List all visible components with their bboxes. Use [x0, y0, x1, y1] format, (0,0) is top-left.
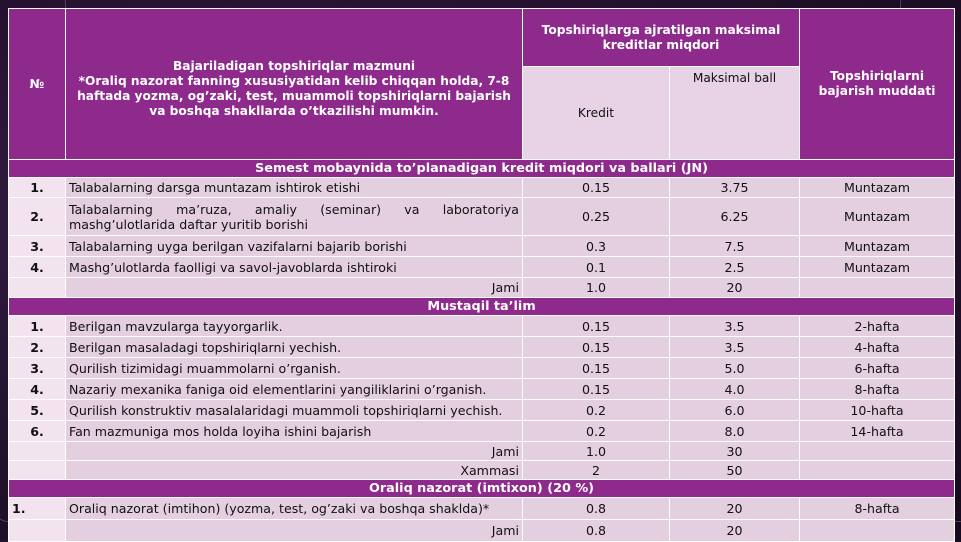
ball-cell: 3.5	[670, 316, 800, 337]
deadline-cell: Muntazam	[800, 236, 955, 257]
deadline-cell: Muntazam	[800, 178, 955, 198]
total-label: Jami	[66, 278, 523, 298]
total-kredit: 0.8	[523, 520, 670, 542]
empty-cell	[9, 442, 66, 461]
total-row	[9, 442, 955, 461]
ball-cell: 4.0	[670, 379, 800, 400]
task-text: Mashg’ulotlarda faolligi va savol-javoblarda ishtiroki	[66, 257, 523, 278]
total-ball: 20	[670, 278, 800, 298]
row-number: 1.	[9, 316, 66, 337]
empty-cell	[800, 278, 955, 298]
deadline-cell: 6-hafta	[800, 358, 955, 379]
row-number: 3.	[9, 236, 66, 257]
header-content-title: Bajariladigan topshiriqlar mazmuni	[172, 59, 416, 73]
deadline-cell: 14-hafta	[800, 421, 955, 442]
kredit-cell: 0.25	[523, 198, 670, 236]
deadline-cell: 2-hafta	[800, 316, 955, 337]
task-text-line2: mashg’ulotlarida daftar yuritib borishi	[69, 216, 308, 232]
row-number: 4.	[9, 257, 66, 278]
sum-label: Xammasi	[66, 461, 523, 480]
table-row	[9, 257, 955, 278]
table-row	[9, 337, 955, 358]
task-text: Berilgan mavzularga tayyorgarlik.	[66, 316, 523, 337]
ball-cell: 3.75	[670, 178, 800, 198]
row-number: 6.	[9, 421, 66, 442]
ball-cell: 6.0	[670, 400, 800, 421]
row-number: 1.	[9, 498, 66, 520]
empty-cell	[9, 278, 66, 298]
total-ball: 30	[670, 442, 800, 461]
header-max-credits: Topshiriqlarga ajratilgan maksimal kreditlar miqdori	[523, 9, 800, 67]
table-row	[9, 421, 955, 442]
ball-cell: 6.25	[670, 198, 800, 236]
total-label: Jami	[66, 442, 523, 461]
kredit-cell: 0.2	[523, 400, 670, 421]
total-ball: 20	[670, 520, 800, 542]
section-title-oraliq: Oraliq nazorat (imtixon) (20 %)	[9, 480, 955, 498]
row-number: 4.	[9, 379, 66, 400]
deadline-cell: Muntazam	[800, 198, 955, 236]
sum-ball: 50	[670, 461, 800, 480]
empty-cell	[9, 461, 66, 480]
header-deadline: Topshiriqlarni bajarish muddati	[800, 9, 955, 160]
table-row	[9, 379, 955, 400]
slide-content	[8, 8, 954, 542]
task-text: Qurilish tizimidagi muammolarni o’rganish.	[66, 358, 523, 379]
deadline-cell: Muntazam	[800, 257, 955, 278]
row-number: 2.	[9, 337, 66, 358]
task-text: Talabalarning uyga berilgan vazifalarni bajarib borishi	[66, 236, 523, 257]
table-row	[9, 198, 955, 236]
table-row	[9, 236, 955, 257]
table-row	[9, 498, 955, 520]
row-number: 1.	[9, 178, 66, 198]
kredit-cell: 0.2	[523, 421, 670, 442]
kredit-cell: 0.15	[523, 316, 670, 337]
sum-row	[9, 461, 955, 480]
empty-cell	[800, 461, 955, 480]
empty-cell	[800, 442, 955, 461]
kredit-cell: 0.15	[523, 178, 670, 198]
task-text: Nazariy mexanika faniga oid elementlarini yangiliklarini o’rganish.	[66, 379, 523, 400]
header-num: №	[9, 9, 66, 160]
ball-cell: 3.5	[670, 337, 800, 358]
empty-cell	[9, 520, 66, 542]
task-text-line1: Talabalarning ma’ruza, amaliy (seminar) va laboratoriya	[69, 201, 519, 217]
header-content-note: *Oraliq nazorat fanning xususiyatidan kelib chiqqan holda, 7-8 haftada yozma, og’zaki, test, muammoli topshiriqlarni bajarish va boshqa shakllarda o’tkazilishi mumkin.	[77, 74, 511, 118]
task-text: Talabalarning darsga muntazam ishtirok etishi	[66, 178, 523, 198]
empty-cell	[800, 520, 955, 542]
task-text: Qurilish konstruktiv masalalaridagi muammoli topshiriqlarni yechish.	[66, 400, 523, 421]
row-number: 2.	[9, 198, 66, 236]
table-row	[9, 178, 955, 198]
table-row	[9, 358, 955, 379]
kredit-cell: 0.15	[523, 358, 670, 379]
header-kredit: Kredit	[523, 67, 670, 160]
kredit-cell: 0.3	[523, 236, 670, 257]
credit-table	[8, 8, 955, 542]
header-max-ball: Maksimal ball	[670, 67, 800, 160]
ball-cell: 2.5	[670, 257, 800, 278]
table-row	[9, 316, 955, 337]
deadline-cell: 4-hafta	[800, 337, 955, 358]
header-content	[66, 9, 523, 160]
ball-cell: 7.5	[670, 236, 800, 257]
total-row	[9, 278, 955, 298]
total-label: Jami	[66, 520, 523, 542]
task-text: Fan mazmuniga mos holda loyiha ishini bajarish	[66, 421, 523, 442]
kredit-cell: 0.1	[523, 257, 670, 278]
section-title-jn: Semest mobaynida to’planadigan kredit miqdori va ballari (JN)	[9, 160, 955, 178]
deadline-cell: 10-hafta	[800, 400, 955, 421]
row-number: 3.	[9, 358, 66, 379]
sum-kredit: 2	[523, 461, 670, 480]
total-kredit: 1.0	[523, 442, 670, 461]
task-text: Oraliq nazorat (imtihon) (yozma, test, og’zaki va boshqa shaklda)*	[66, 498, 523, 520]
table-row	[9, 400, 955, 421]
ball-cell: 20	[670, 498, 800, 520]
row-number: 5.	[9, 400, 66, 421]
kredit-cell: 0.15	[523, 379, 670, 400]
ball-cell: 5.0	[670, 358, 800, 379]
total-row	[9, 520, 955, 542]
deadline-cell: 8-hafta	[800, 379, 955, 400]
section-title-mustaqil: Mustaqil ta’lim	[9, 298, 955, 316]
total-kredit: 1.0	[523, 278, 670, 298]
deadline-cell: 8-hafta	[800, 498, 955, 520]
ball-cell: 8.0	[670, 421, 800, 442]
kredit-cell: 0.15	[523, 337, 670, 358]
kredit-cell: 0.8	[523, 498, 670, 520]
task-text: Berilgan masaladagi topshiriqlarni yechish.	[66, 337, 523, 358]
task-text	[66, 198, 523, 236]
